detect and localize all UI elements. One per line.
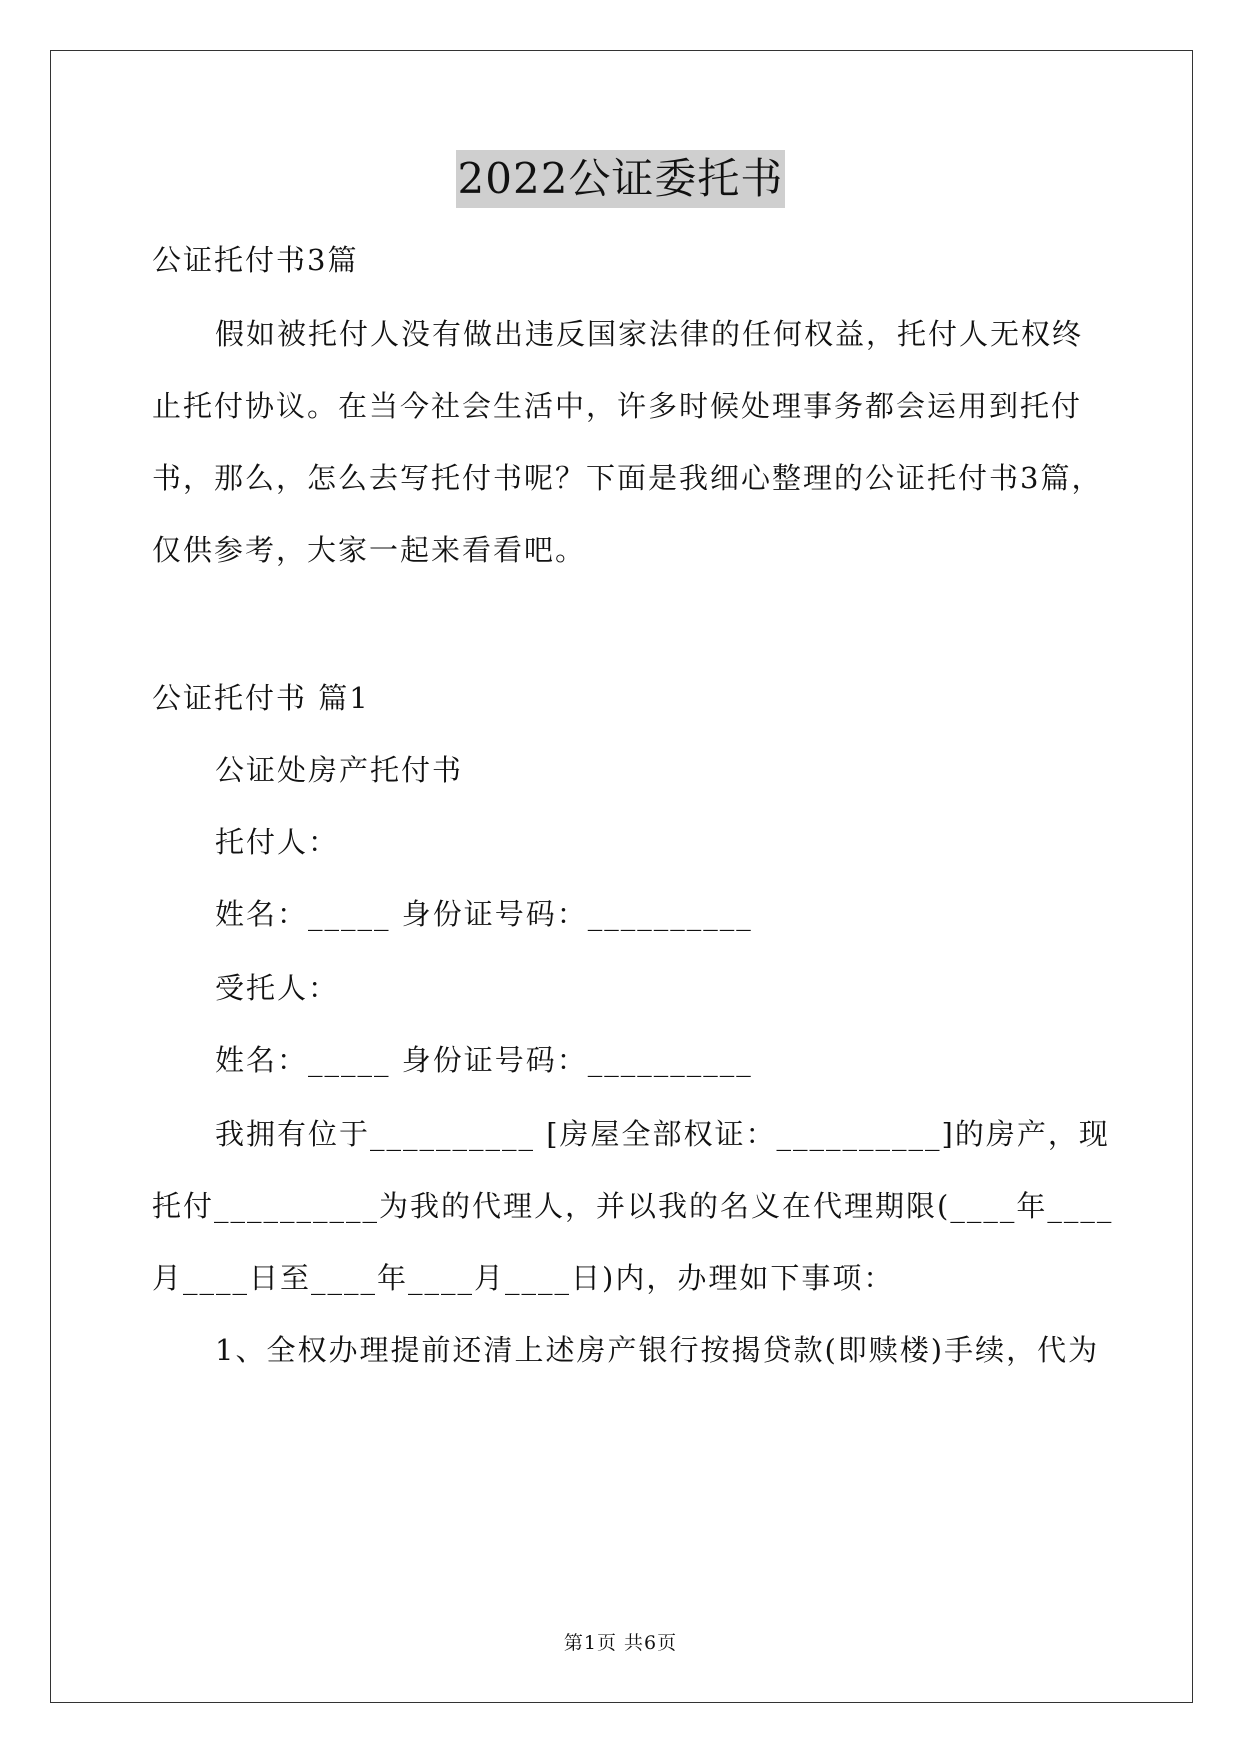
paragraph-line: 仅供参考，大家一起来看看吧。 bbox=[152, 533, 587, 567]
paragraph-line: 止托付协议。在当今社会生活中，许多时候处理事务都会运用到托付 bbox=[152, 389, 1083, 423]
paragraph-line: 受托人： bbox=[215, 971, 340, 1005]
paragraph-line: 托付__________为我的代理人，并以我的名义在代理期限(____年____ bbox=[152, 1189, 1114, 1223]
paragraph-line: 月____日至____年____月____日)内，办理如下事项： bbox=[152, 1261, 895, 1295]
document-title: 2022公证委托书 bbox=[456, 150, 786, 208]
section-heading: 公证托付书 篇1 bbox=[152, 681, 370, 715]
paragraph-line: 托付人： bbox=[215, 825, 340, 859]
page-border bbox=[50, 50, 1193, 1703]
paragraph-line: 姓名：_____ 身份证号码：__________ bbox=[215, 1043, 753, 1077]
paragraph-line: 公证处房产托付书 bbox=[215, 753, 464, 787]
paragraph-line: 书，那么，怎么去写托付书呢？下面是我细心整理的公证托付书3篇， bbox=[152, 461, 1103, 495]
paragraph-line: 姓名：_____ 身份证号码：__________ bbox=[215, 897, 753, 931]
paragraph-line: 我拥有位于__________ [房屋全部权证：__________]的房产，现 bbox=[215, 1117, 1110, 1151]
paragraph-line: 假如被托付人没有做出违反国家法律的任何权益，托付人无权终 bbox=[215, 317, 1084, 351]
subtitle-line: 公证托付书3篇 bbox=[152, 243, 359, 277]
paragraph-line: 1、全权办理提前还清上述房产银行按揭贷款(即赎楼)手续，代为 bbox=[215, 1333, 1100, 1367]
page-number: 第1页 共6页 bbox=[563, 1632, 678, 1654]
title-container bbox=[0, 150, 1241, 208]
